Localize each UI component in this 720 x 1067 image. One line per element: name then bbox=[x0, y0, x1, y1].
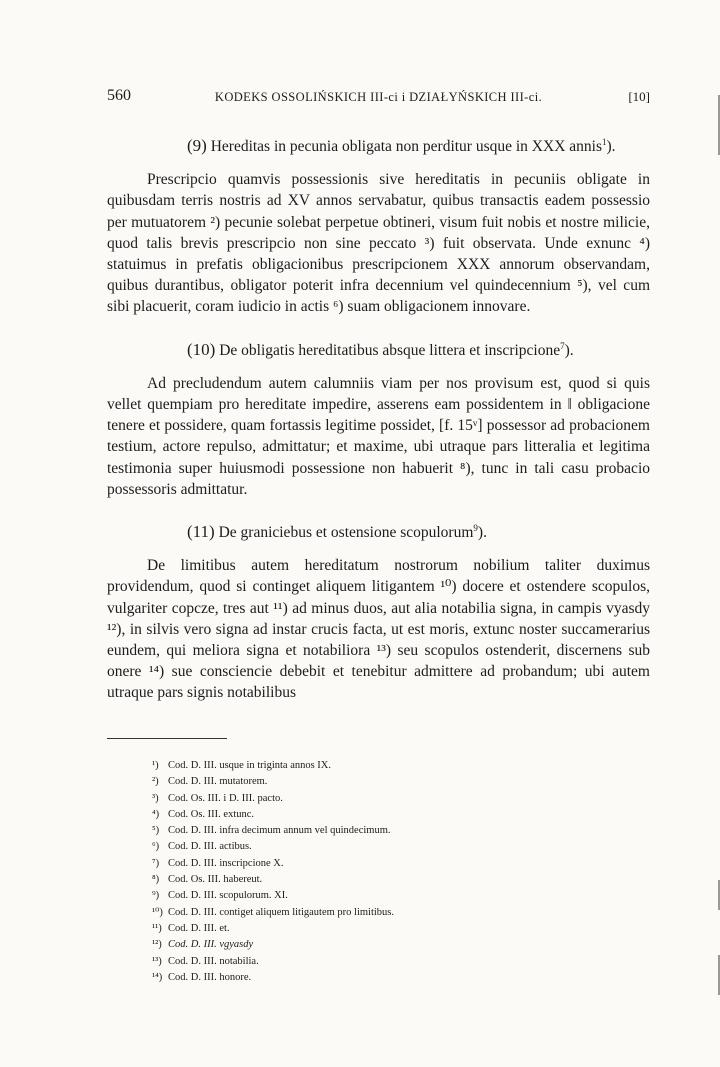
section-number: (9) bbox=[187, 136, 207, 155]
footnote-text: Cod. D. III. mutatorem. bbox=[168, 776, 268, 788]
page-number: 560 bbox=[107, 87, 131, 104]
footnote bbox=[152, 954, 394, 970]
footnote-mark: ⁵) bbox=[152, 825, 160, 837]
footnote-divider bbox=[107, 738, 227, 739]
footnote-mark: ⁷) bbox=[152, 857, 160, 869]
section-number: (10) bbox=[187, 339, 216, 359]
footnote-text: Cod. D. III. honore. bbox=[168, 971, 252, 983]
page-header bbox=[107, 87, 650, 110]
footnote-mark: ¹³) bbox=[152, 955, 162, 967]
footnote-text: Cod. D. III. vgyasdy bbox=[168, 939, 254, 951]
footnote-text: Cod. D. III. usque in triginta annos IX. bbox=[168, 760, 332, 771]
footnote-text: Cod. Os. III. i D. III. pacto. bbox=[168, 792, 283, 804]
footnote-text: Cod. D. III. notabilia. bbox=[168, 955, 259, 967]
footnote-mark: ³) bbox=[152, 792, 159, 804]
footnote-ref: 7 bbox=[560, 340, 565, 351]
paragraph: De limitibus autem hereditatum nostrorum nobilium taliter duximus providendum, quod si continget aliquem litigantem ¹⁰) docere et ostendere scopulos, vulgariter copcze, tres aut ¹¹) ad minus duos, aut alia notabilia signa, in campis vyasdy ¹²), in silvis vero signa ad instar crucis facta, ut est moris, extunc noster succamerarius eundem, qui meliora signa et notabiliora ¹³) seu scopulos ostenderit, discernens sub onere ¹⁴) sue consciencie debebit et tenebitur admittere ad probandum; ubi autem utraque pars signis notabilibus bbox=[107, 557, 650, 702]
footnote-text: Cod. D. III. et. bbox=[168, 922, 230, 934]
section-heading: (9) Hereditas in pecunia obligata non perditur usque in XXX annis$^1$). bbox=[187, 136, 616, 155]
footnote-text: Cod. D. III. actibus. bbox=[168, 841, 252, 853]
footnote-ref: 9 bbox=[473, 522, 478, 533]
section-heading-text: Hereditas in pecunia obligata non perditur usque in XXX annis bbox=[210, 138, 602, 155]
paragraph: Prescripcio quamvis possessionis sive hereditatis in pecuniis obligate in quibusdam terris nostris ad XV annos servabatur, quibus transactis eadem possessio per mutuatorem ²) pecunie solebat perpetue obtineri, visum fuit nobis et nostre milicie, quod talis brevis prescripcio non sine peccato ³) fuit observata. Unde exnunc ⁴) statuimus in prefatis obligacionibus prescripcionem XXX annorum observandam, quibus durantibus, obligator poterit infra decennium vel quindecennium ⁵), vel cum sibi placuerit, coram iudicio in actis ⁶) suam obligacionem innovare. bbox=[107, 171, 650, 316]
section-marker: [10] bbox=[628, 89, 650, 104]
footnote bbox=[152, 970, 394, 986]
main-text bbox=[107, 135, 650, 704]
section-heading: (10) De obligatis hereditatibus absque littera et inscripcione$^7$). bbox=[187, 339, 574, 359]
footnote-mark: ¹¹) bbox=[152, 922, 162, 934]
footnote bbox=[152, 905, 394, 921]
footnote-mark: ¹) bbox=[152, 760, 159, 771]
paragraph: Ad precludendum autem calumniis viam per nos provisum est, quod si quis vellet quempiam pro hereditate impedire, asserens eam possidentem in ‖ obligacione tenere et possidere, quam fortassis legitime possidet, [f. 15ᵛ] possessor ad probacionem testium, actore repulso, admittatur; et maxime, ubi utraque pars litteralia et legitima testimonia super huiusmodi possessione non habuerit ⁸), tunc in tali casu probacio possessoris admittatur. bbox=[107, 374, 650, 498]
footnote bbox=[152, 937, 394, 953]
footnote-ref: 1 bbox=[601, 136, 607, 147]
section-heading: (11) De graniciebus et ostensione scopulorum$^9$). bbox=[187, 522, 487, 542]
running-title: KODEKS OSSOLIŃSKICH III-ci i DZIAŁYŃSKICH III-ci. bbox=[214, 90, 543, 104]
footnote bbox=[152, 888, 394, 904]
footnote-mark: ²) bbox=[152, 776, 159, 788]
footnote-text: Cod. D. III. infra decimum annum vel quindecimum. bbox=[168, 825, 391, 837]
footnote bbox=[152, 758, 394, 774]
section-number: (11) bbox=[187, 522, 215, 542]
footnote-text: Cod. D. III. scopulorum. XI. bbox=[168, 890, 288, 902]
footnotes bbox=[152, 758, 394, 986]
footnote bbox=[152, 856, 394, 872]
footnote-mark: ⁴) bbox=[152, 808, 160, 820]
footnote-text: Cod. Os. III. habereut. bbox=[168, 874, 263, 886]
footnote-mark: ⁸) bbox=[152, 874, 160, 886]
footnote bbox=[152, 823, 394, 839]
footnote-mark: ¹⁴) bbox=[152, 971, 163, 983]
footnote-mark: ⁹) bbox=[152, 890, 160, 902]
footnote-mark: ⁶) bbox=[152, 841, 160, 853]
footnote-text: Cod. D. III. inscripcione X. bbox=[168, 857, 284, 869]
footnote-mark: ¹²) bbox=[152, 939, 162, 951]
footnote bbox=[152, 921, 394, 937]
footnote bbox=[152, 807, 394, 823]
footnote bbox=[152, 774, 394, 790]
footnote-text: Cod. D. III. contiget aliquem litigautem pro limitibus. bbox=[168, 906, 395, 918]
footnote-text: Cod. Os. III. extunc. bbox=[168, 808, 255, 820]
footnote-mark: ¹⁰) bbox=[152, 906, 163, 918]
section-heading-text: De obligatis hereditatibus absque littera et inscripcione bbox=[219, 341, 561, 359]
footnote bbox=[152, 791, 394, 807]
footnote bbox=[152, 872, 394, 888]
footnote bbox=[152, 839, 394, 855]
section-heading-text: De graniciebus et ostensione scopulorum bbox=[218, 524, 474, 542]
